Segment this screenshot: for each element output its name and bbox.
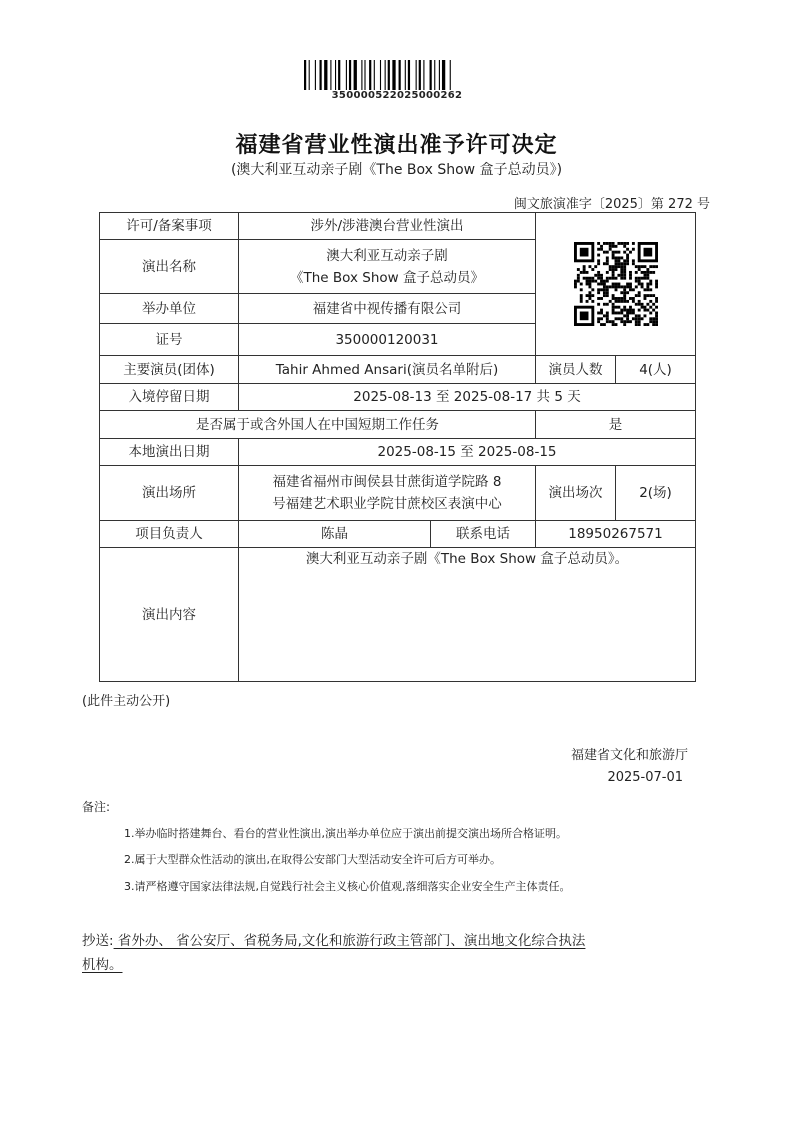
remark-item: 2.属于大型群众性活动的演出,在取得公安部门大型活动安全许可后方可举办。 [124,853,501,866]
show-name-line1: 澳大利亚互动亲子剧 [326,247,448,264]
qr-code [574,242,658,326]
venue-line1: 福建省福州市闽侯县甘蔗街道学院路 8 [272,474,502,490]
permit-table [99,212,696,682]
cc-label: 抄送: [82,933,114,949]
performer-label: 主要演员(团体) [100,356,239,384]
issuer: 福建省文化和旅游厅 [570,748,688,763]
sessions-value: 2(场) [616,466,696,521]
cc-recipients-line2: 机构。 [82,957,123,973]
remark-item: 1.举办临时搭建舞台、看台的营业性演出,演出举办单位应于演出前提交演出场所合格证明。 [124,827,567,840]
manager-value: 陈晶 [239,521,431,548]
remark-item: 3.请严格遵守国家法律法规,自觉践行社会主义核心价值观,落细落实企业安全生产主体责任。 [124,880,571,893]
document-subtitle: (澳大利亚互动亲子剧《The Box Show 盒子总动员》) [230,162,563,178]
show-name-value [239,240,536,294]
document-title: 福建省营业性演出准予许可决定 [235,133,558,158]
qr-code-cell [536,213,696,356]
document-number: 闽文旅演准字〔2025〕第 272 号 [513,197,710,212]
content-label: 演出内容 [100,548,239,682]
sessions-label: 演出场次 [536,466,616,521]
public-note: (此件主动公开) [82,694,171,709]
venue-value [239,466,536,521]
show-name-line2: 《The Box Show 盒子总动员》 [289,269,484,286]
item-label: 许可/备案事项 [100,213,239,240]
organizer-label: 举办单位 [100,294,239,324]
show-name-label: 演出名称 [100,240,239,294]
performer-count-label: 演员人数 [536,356,616,384]
local-date-value: 2025-08-15 至 2025-08-15 [239,439,696,466]
entry-value: 2025-08-13 至 2025-08-17 共 5 天 [239,384,696,411]
venue-line2: 号福建艺术职业学院甘蔗校区表演中心 [272,496,502,512]
license-value: 350000120031 [239,324,536,356]
cc-section [82,929,714,977]
foreign-work-label: 是否属于或含外国人在中国短期工作任务 [100,411,536,439]
local-date-label: 本地演出日期 [100,439,239,466]
content-value: 澳大利亚互动亲子剧《The Box Show 盒子总动员》。 [239,548,696,682]
foreign-work-value: 是 [536,411,696,439]
barcode [304,60,490,90]
phone-label: 联系电话 [431,521,536,548]
manager-label: 项目负责人 [100,521,239,548]
issue-date: 2025-07-01 [607,770,683,785]
cc-recipients-line1: 省外办、 省公安厅、省税务局,文化和旅游行政主管部门、演出地文化综合执法 [113,933,586,949]
organizer-value: 福建省中视传播有限公司 [239,294,536,324]
entry-label: 入境停留日期 [100,384,239,411]
phone-value: 18950267571 [536,521,696,548]
performer-value: Tahir Ahmed Ansari(演员名单附后) [239,356,536,384]
license-label: 证号 [100,324,239,356]
venue-label: 演出场所 [100,466,239,521]
barcode-number: 350000522025000262 [331,90,463,101]
item-value: 涉外/涉港澳台营业性演出 [239,213,536,240]
performer-count-value: 4(人) [616,356,696,384]
remarks-title: 备注: [82,800,111,814]
